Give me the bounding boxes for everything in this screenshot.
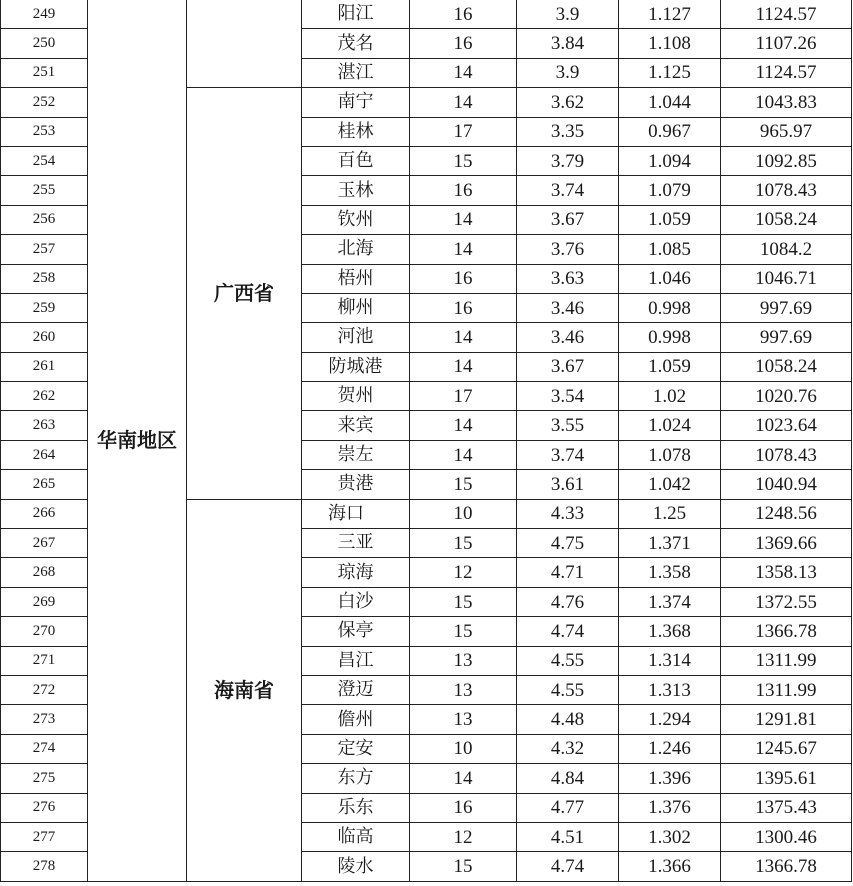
- city-cell: 玉林: [302, 176, 410, 205]
- city-cell: 阳江: [302, 0, 410, 29]
- city-cell: 河池: [302, 323, 410, 352]
- value-b-cell: 3.9: [517, 58, 619, 87]
- value-d-cell: 997.69: [721, 293, 852, 322]
- value-c-cell: 1.127: [619, 0, 721, 29]
- city-cell: 海口: [302, 499, 410, 528]
- city-cell: 百色: [302, 146, 410, 175]
- value-d-cell: 1084.2: [721, 235, 852, 264]
- value-a-cell: 16: [410, 0, 517, 29]
- value-a-cell: 14: [410, 205, 517, 234]
- value-d-cell: 1395.61: [721, 764, 852, 793]
- value-b-cell: 4.33: [517, 499, 619, 528]
- city-cell: 琼海: [302, 558, 410, 587]
- city-cell: 贺州: [302, 382, 410, 411]
- value-a-cell: 14: [410, 764, 517, 793]
- value-c-cell: 1.313: [619, 675, 721, 704]
- row-index-cell: 270: [1, 617, 88, 646]
- value-d-cell: 1369.66: [721, 529, 852, 558]
- value-d-cell: 1058.24: [721, 352, 852, 381]
- value-b-cell: 4.75: [517, 529, 619, 558]
- value-a-cell: 14: [410, 88, 517, 117]
- value-a-cell: 16: [410, 264, 517, 293]
- city-cell: 澄迈: [302, 675, 410, 704]
- city-cell: 三亚: [302, 529, 410, 558]
- row-index-cell: 259: [1, 293, 88, 322]
- table-row: [1, 0, 852, 29]
- value-b-cell: 3.79: [517, 146, 619, 175]
- value-a-cell: 16: [410, 293, 517, 322]
- value-d-cell: 1078.43: [721, 176, 852, 205]
- city-cell: 防城港: [302, 352, 410, 381]
- value-b-cell: 3.63: [517, 264, 619, 293]
- value-c-cell: 1.024: [619, 411, 721, 440]
- value-a-cell: 13: [410, 646, 517, 675]
- value-a-cell: 14: [410, 323, 517, 352]
- value-b-cell: 3.74: [517, 176, 619, 205]
- row-index-cell: 265: [1, 470, 88, 499]
- value-b-cell: 3.54: [517, 382, 619, 411]
- value-d-cell: 1020.76: [721, 382, 852, 411]
- city-cell: 柳州: [302, 293, 410, 322]
- value-c-cell: 1.396: [619, 764, 721, 793]
- province-cell: [187, 0, 302, 88]
- value-b-cell: 3.46: [517, 323, 619, 352]
- value-d-cell: 1300.46: [721, 822, 852, 851]
- row-index-cell: 273: [1, 705, 88, 734]
- value-d-cell: 1245.67: [721, 734, 852, 763]
- city-cell: 陵水: [302, 852, 410, 881]
- value-d-cell: 1043.83: [721, 88, 852, 117]
- value-b-cell: 3.46: [517, 293, 619, 322]
- value-c-cell: 1.046: [619, 264, 721, 293]
- value-b-cell: 4.32: [517, 734, 619, 763]
- region-cell: 华南地区: [88, 0, 187, 881]
- city-cell: 临高: [302, 822, 410, 851]
- city-cell: 来宾: [302, 411, 410, 440]
- value-c-cell: 1.108: [619, 29, 721, 58]
- row-index-cell: 269: [1, 587, 88, 616]
- row-index-cell: 278: [1, 852, 88, 881]
- value-d-cell: 997.69: [721, 323, 852, 352]
- city-cell: 乐东: [302, 793, 410, 822]
- row-index-cell: 272: [1, 675, 88, 704]
- value-a-cell: 16: [410, 176, 517, 205]
- value-c-cell: 1.371: [619, 529, 721, 558]
- value-c-cell: 1.368: [619, 617, 721, 646]
- value-a-cell: 14: [410, 440, 517, 469]
- value-a-cell: 12: [410, 822, 517, 851]
- row-index-cell: 256: [1, 205, 88, 234]
- value-d-cell: 1311.99: [721, 675, 852, 704]
- row-index-cell: 276: [1, 793, 88, 822]
- value-b-cell: 3.9: [517, 0, 619, 29]
- value-b-cell: 4.71: [517, 558, 619, 587]
- value-c-cell: 0.998: [619, 323, 721, 352]
- value-d-cell: 1124.57: [721, 58, 852, 87]
- value-b-cell: 3.74: [517, 440, 619, 469]
- row-index-cell: 258: [1, 264, 88, 293]
- city-cell: 钦州: [302, 205, 410, 234]
- value-b-cell: 3.67: [517, 205, 619, 234]
- value-b-cell: 4.55: [517, 646, 619, 675]
- row-index-cell: 266: [1, 499, 88, 528]
- city-cell: 定安: [302, 734, 410, 763]
- value-b-cell: 4.51: [517, 822, 619, 851]
- value-d-cell: 1023.64: [721, 411, 852, 440]
- value-c-cell: 1.085: [619, 235, 721, 264]
- value-b-cell: 3.84: [517, 29, 619, 58]
- row-index-cell: 257: [1, 235, 88, 264]
- value-d-cell: 1040.94: [721, 470, 852, 499]
- value-a-cell: 16: [410, 793, 517, 822]
- value-d-cell: 1248.56: [721, 499, 852, 528]
- row-index-cell: 251: [1, 58, 88, 87]
- value-c-cell: 1.02: [619, 382, 721, 411]
- value-c-cell: 1.358: [619, 558, 721, 587]
- value-d-cell: 965.97: [721, 117, 852, 146]
- value-a-cell: 17: [410, 117, 517, 146]
- row-index-cell: 262: [1, 382, 88, 411]
- province-cell: 广西省: [187, 88, 302, 499]
- row-index-cell: 264: [1, 440, 88, 469]
- value-d-cell: 1092.85: [721, 146, 852, 175]
- value-a-cell: 13: [410, 705, 517, 734]
- row-index-cell: 261: [1, 352, 88, 381]
- row-index-cell: 275: [1, 764, 88, 793]
- value-a-cell: 13: [410, 675, 517, 704]
- city-cell: 北海: [302, 235, 410, 264]
- value-d-cell: 1366.78: [721, 852, 852, 881]
- city-cell: 南宁: [302, 88, 410, 117]
- city-cell: 桂林: [302, 117, 410, 146]
- value-b-cell: 4.77: [517, 793, 619, 822]
- value-b-cell: 3.61: [517, 470, 619, 499]
- value-d-cell: 1311.99: [721, 646, 852, 675]
- row-index-cell: 252: [1, 88, 88, 117]
- value-a-cell: 15: [410, 587, 517, 616]
- value-c-cell: 0.998: [619, 293, 721, 322]
- row-index-cell: 253: [1, 117, 88, 146]
- city-cell: 湛江: [302, 58, 410, 87]
- row-index-cell: 255: [1, 176, 88, 205]
- value-b-cell: 4.55: [517, 675, 619, 704]
- value-a-cell: 17: [410, 382, 517, 411]
- value-a-cell: 15: [410, 529, 517, 558]
- value-a-cell: 15: [410, 146, 517, 175]
- province-cell: 海南省: [187, 499, 302, 881]
- value-c-cell: 1.042: [619, 470, 721, 499]
- value-a-cell: 16: [410, 29, 517, 58]
- value-b-cell: 4.84: [517, 764, 619, 793]
- value-c-cell: 1.376: [619, 793, 721, 822]
- value-d-cell: 1375.43: [721, 793, 852, 822]
- city-cell: 崇左: [302, 440, 410, 469]
- row-index-cell: 267: [1, 529, 88, 558]
- value-c-cell: 1.314: [619, 646, 721, 675]
- value-b-cell: 4.48: [517, 705, 619, 734]
- value-b-cell: 3.76: [517, 235, 619, 264]
- value-c-cell: 1.044: [619, 88, 721, 117]
- value-a-cell: 14: [410, 58, 517, 87]
- city-cell: 茂名: [302, 29, 410, 58]
- value-a-cell: 10: [410, 734, 517, 763]
- value-a-cell: 14: [410, 411, 517, 440]
- value-c-cell: 1.078: [619, 440, 721, 469]
- row-index-cell: 271: [1, 646, 88, 675]
- value-d-cell: 1358.13: [721, 558, 852, 587]
- value-c-cell: 1.302: [619, 822, 721, 851]
- city-cell: 白沙: [302, 587, 410, 616]
- value-b-cell: 3.67: [517, 352, 619, 381]
- city-cell: 昌江: [302, 646, 410, 675]
- value-d-cell: 1291.81: [721, 705, 852, 734]
- value-b-cell: 3.35: [517, 117, 619, 146]
- value-c-cell: 1.059: [619, 352, 721, 381]
- value-a-cell: 14: [410, 235, 517, 264]
- value-d-cell: 1366.78: [721, 617, 852, 646]
- value-c-cell: 1.374: [619, 587, 721, 616]
- city-cell: 儋州: [302, 705, 410, 734]
- value-c-cell: 1.094: [619, 146, 721, 175]
- row-index-cell: 260: [1, 323, 88, 352]
- row-index-cell: 268: [1, 558, 88, 587]
- value-a-cell: 15: [410, 617, 517, 646]
- value-c-cell: 1.059: [619, 205, 721, 234]
- value-d-cell: 1058.24: [721, 205, 852, 234]
- value-a-cell: 15: [410, 852, 517, 881]
- value-d-cell: 1372.55: [721, 587, 852, 616]
- value-a-cell: 14: [410, 352, 517, 381]
- row-index-cell: 274: [1, 734, 88, 763]
- row-index-cell: 254: [1, 146, 88, 175]
- value-c-cell: 1.366: [619, 852, 721, 881]
- row-index-cell: 263: [1, 411, 88, 440]
- value-b-cell: 4.74: [517, 852, 619, 881]
- value-c-cell: 1.246: [619, 734, 721, 763]
- value-b-cell: 4.74: [517, 617, 619, 646]
- value-c-cell: 1.294: [619, 705, 721, 734]
- value-c-cell: 1.079: [619, 176, 721, 205]
- value-b-cell: 3.62: [517, 88, 619, 117]
- city-cell: 东方: [302, 764, 410, 793]
- value-c-cell: 1.25: [619, 499, 721, 528]
- value-d-cell: 1124.57: [721, 0, 852, 29]
- value-a-cell: 12: [410, 558, 517, 587]
- city-cell: 梧州: [302, 264, 410, 293]
- value-c-cell: 0.967: [619, 117, 721, 146]
- city-cell: 贵港: [302, 470, 410, 499]
- value-d-cell: 1046.71: [721, 264, 852, 293]
- value-d-cell: 1107.26: [721, 29, 852, 58]
- value-a-cell: 15: [410, 470, 517, 499]
- value-a-cell: 10: [410, 499, 517, 528]
- value-b-cell: 3.55: [517, 411, 619, 440]
- row-index-cell: 277: [1, 822, 88, 851]
- value-d-cell: 1078.43: [721, 440, 852, 469]
- row-index-cell: 250: [1, 29, 88, 58]
- city-cell: 保亭: [302, 617, 410, 646]
- value-b-cell: 4.76: [517, 587, 619, 616]
- value-c-cell: 1.125: [619, 58, 721, 87]
- row-index-cell: 249: [1, 0, 88, 29]
